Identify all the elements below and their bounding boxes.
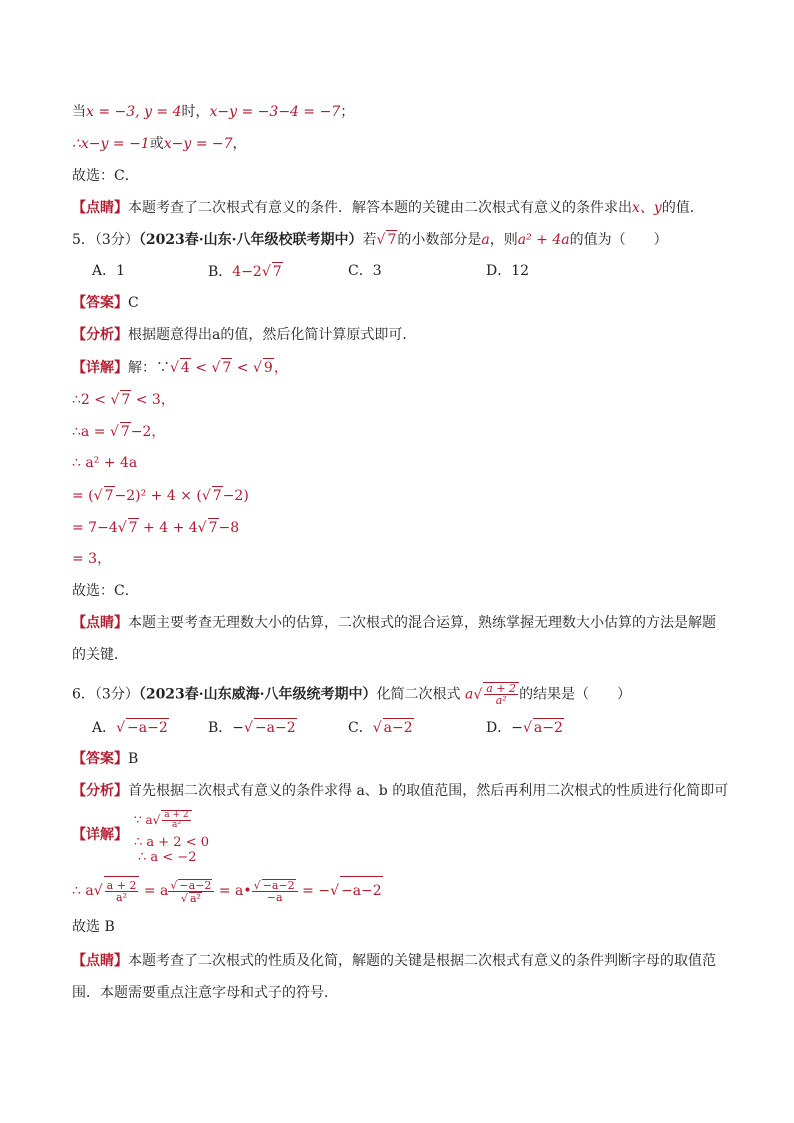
tag: 【分析】 (72, 783, 128, 799)
q6-note-2: 围．本题需要重点注意字母和式子的符号． (72, 985, 338, 1001)
line-2 (72, 135, 247, 153)
radicand: a−2 (383, 720, 413, 736)
text: B．− (208, 720, 245, 736)
q6-note-1 (72, 952, 716, 970)
math: + 4 + 4 (143, 520, 198, 536)
answer: C (128, 295, 139, 311)
text: 本题考查了二次根式有意义的条件．解答本题的关键由二次根式有意义的条件求出 (128, 200, 632, 216)
q5-option-a: A．1 (92, 263, 126, 279)
tag: 【答案】 (72, 751, 128, 767)
tag: 【答案】 (72, 295, 128, 311)
tag: 【详解】 (72, 360, 128, 376)
q6-detail-2: ∴ a + 2 < 0 (134, 835, 210, 850)
q6-detail-3: ∴ a < −2 (138, 850, 197, 865)
math: < 3， (135, 392, 175, 408)
text: 的值为（ ） (569, 232, 668, 248)
q5-note-1 (72, 614, 716, 632)
text: 首先根据二次根式有意义的条件求得 a、b 的取值范围，然后再利用二次根式的性质进行化简即可 (128, 783, 729, 799)
math: x、y (632, 200, 662, 216)
q5-option-d: D．12 (486, 263, 530, 279)
tag: 【点睛】 (72, 953, 128, 969)
math: −8 (218, 520, 240, 536)
q5-stem: 5．（3分）（2023春·山东·八年级校联考期中）若√ 7的小数部分是a，则a² + 4a的值为（ ） (72, 232, 668, 248)
q6-detail-label (72, 826, 128, 844)
q6-detail-1: ∵ a√ $\frac{a + 2}{\text{a²}}$ (134, 810, 192, 830)
math: = a (143, 883, 169, 899)
radicand: 4 (180, 360, 190, 376)
radicand: 7 (387, 232, 397, 248)
math: = 7−4 (72, 520, 118, 536)
text: B． (208, 264, 233, 280)
question-source: （2023春·山东威海·八年级统考期中） (138, 686, 377, 703)
q5-option-c: C．3 (348, 263, 382, 279)
radicand: 7 (121, 392, 131, 408)
q5-analysis (72, 326, 416, 344)
q6-derivation: ∴ a√ $\frac{a + 2}{\text{a²}}$ = a $\frac{√ -a-2}{\text{√ a²}}$ = a• $\frac{√ -a-2}{-a}$ = −√ −a−2 (72, 876, 383, 905)
math: 4−2 (232, 264, 262, 280)
math: a² + 4a (517, 232, 570, 248)
text: D．− (486, 720, 523, 736)
q5-option-b: B．4−2√ 7 (208, 264, 282, 280)
radicand: −a−2 (254, 720, 296, 736)
radicand: 7 (272, 264, 282, 280)
text: 若 (362, 232, 377, 248)
text: ，则 (489, 232, 518, 248)
q6-option-b: B．−√ −a−2 (208, 720, 296, 736)
radicand: 7 (120, 424, 130, 440)
text: 本题主要考查无理数大小的估算，二次根式的混合运算，熟练掌握无理数大小估算的方法是解题 (128, 615, 716, 631)
radicand: 9 (263, 360, 273, 376)
q5-step-3: ∴a = √ 7−2， (72, 424, 166, 440)
text: 或 (149, 136, 164, 152)
denominator: −a (266, 891, 283, 904)
question-number: 6．（3分） (72, 686, 139, 703)
radicand: 7 (128, 520, 138, 536)
math: = − (302, 883, 331, 899)
radicand: 7 (222, 360, 232, 376)
line-1 (72, 103, 354, 121)
answer: B (128, 751, 139, 767)
q6-option-c: C．√ a−2 (348, 720, 413, 736)
q6-answer (72, 750, 138, 768)
text: 解：∵ (128, 360, 170, 376)
math: = a• (218, 883, 252, 899)
math: ∴x−y = −1 (72, 136, 150, 152)
radicand: a−2 (533, 720, 563, 736)
math: −2， (130, 424, 166, 440)
q5-step-6: = 7−4√ 7 + 4 + 4√ 7−8 (72, 520, 240, 536)
text: 的值． (661, 200, 704, 216)
q6-analysis (72, 782, 728, 800)
q5-step-5: = (√ 7−2)² + 4 × (√ 7−2) (72, 488, 249, 504)
tag: 【点睛】 (72, 615, 128, 631)
math: = ( (72, 488, 94, 504)
line-4 (72, 199, 704, 217)
numerator: −a−2 (179, 878, 212, 892)
q5-step-2: ∴2 < √ 7 < 3， (72, 392, 175, 408)
radicand: 7 (104, 488, 114, 504)
text: C． (348, 720, 373, 736)
numerator: a + 2 (164, 810, 189, 820)
q6-option-d: D．−√ a−2 (486, 720, 563, 736)
line-3: 故选：C． (72, 168, 139, 184)
text: 当 (72, 104, 86, 120)
text: 化简二次根式 (376, 686, 461, 703)
tag: 【详解】 (72, 827, 128, 843)
math: a (465, 686, 474, 703)
denominator: a² (189, 891, 201, 905)
q5-step-4: ∴ a² + 4a (72, 455, 138, 471)
text: 本题考查了二次根式的性质及化简，解题的关键是根据二次根式有意义的条件判断字母的取值范 (128, 953, 716, 969)
tag: 【点睛】 (72, 200, 128, 216)
denominator: a² (171, 820, 181, 830)
radicand: −a−2 (340, 876, 383, 905)
math: ∴2 < (72, 392, 106, 408)
q5-choose: 故选：C． (72, 583, 139, 599)
radicand: 7 (212, 488, 222, 504)
numerator: −a−2 (262, 879, 295, 892)
numerator: a + 2 (486, 682, 517, 695)
tag: 【分析】 (72, 327, 128, 343)
text: 根据题意得出a的值，然后化简计算原式即可． (128, 327, 417, 343)
radicand: 7 (208, 520, 218, 536)
text: 的小数部分是 (397, 232, 482, 248)
math: x = −3, y = 4 (86, 104, 182, 120)
text: ； (340, 104, 355, 120)
q5-note-2: 的关键． (72, 647, 128, 663)
q6-stem: 6．（3分）（2023春·山东威海·八年级统考期中）化简二次根式 a√ $\frac{a + 2}{\text{a²}}$ 的结果是（ ） (72, 682, 632, 707)
denominator: a² (495, 694, 507, 707)
math: ∵ a (134, 813, 153, 827)
math: ∴a = (72, 424, 106, 440)
q6-choose: 故选 B (72, 919, 115, 935)
math: −2) (222, 488, 249, 504)
question-number: 5．（3分） (72, 232, 139, 248)
q5-detail-1: 【详解】解：∵√ 4 < √ 7 < √ 9， (72, 360, 288, 376)
text: ， (232, 136, 247, 152)
math: x−y = −3−4 = −7 (209, 104, 341, 120)
numerator: a + 2 (106, 878, 137, 892)
denominator: a² (116, 890, 128, 904)
math: x−y = −7 (163, 136, 233, 152)
q5-step-7: = 3， (72, 551, 112, 567)
text: 的结果是（ ） (519, 686, 632, 703)
text: 时， (181, 104, 210, 120)
math: a (481, 232, 490, 248)
math: −2)² + 4 × ( (114, 488, 202, 504)
radicand: −a−2 (127, 720, 168, 736)
question-source: （2023春·山东·八年级校联考期中） (138, 232, 363, 248)
text: A． (92, 720, 117, 736)
q5-answer (72, 294, 139, 312)
q6-option-a: A．√ −a−2 (92, 720, 168, 736)
math: ∴ a (72, 883, 94, 899)
